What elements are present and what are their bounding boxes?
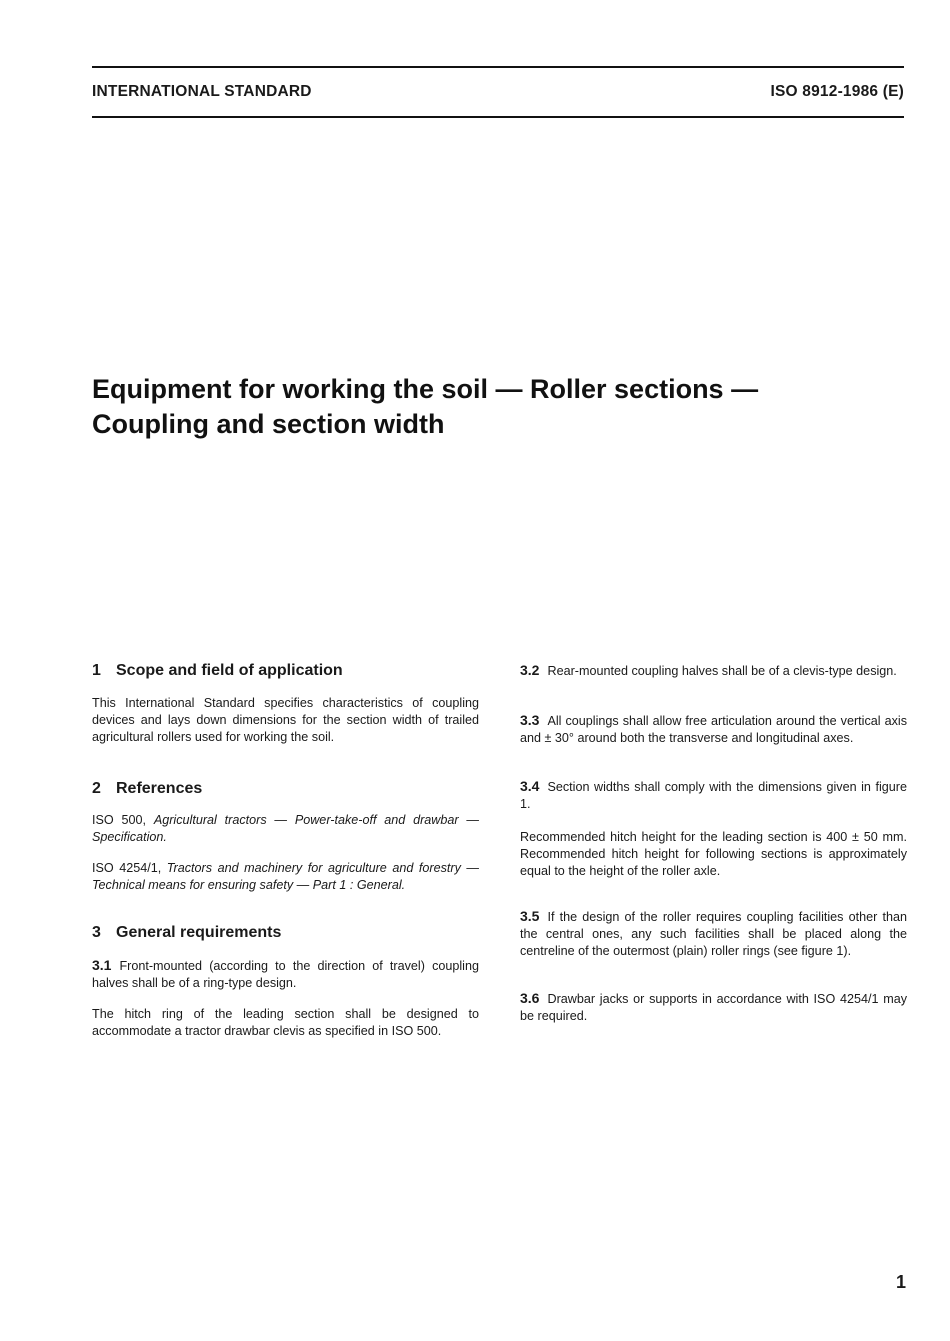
clause-3-3-number: 3.3 [520, 712, 540, 728]
right-column [520, 660, 907, 1025]
section-2-title: References [116, 780, 203, 797]
clause-3-4 [520, 778, 907, 813]
section-1-text: This International Standard specifies characteristics of coupling devices and lays down dimensions for the section width of trailed agricultural rollers used for working the soil. [92, 696, 479, 744]
clause-3-1-number: 3.1 [92, 957, 112, 973]
section-2-number: 2 [92, 780, 101, 797]
clause-3-5-number: 3.5 [520, 908, 540, 924]
document-type: INTERNATIONAL STANDARD [92, 83, 312, 100]
header-bottom-rule [92, 116, 904, 118]
clause-3-4-hitch-height: Recommended hitch height for the leading section is 400 ± 50 mm. Recommended hitch height for following sections is approximately equal to the height of the roller axle. [520, 830, 907, 878]
reference-iso-500-title: Agricultural tractors — Power-take-off and drawbar — Specification. [92, 813, 479, 844]
section-1-heading [92, 660, 479, 682]
clause-3-1-text: Front-mounted (according to the direction of travel) coupling halves shall be of a ring-type design. [92, 959, 479, 990]
document-number: ISO 8912-1986 (E) [770, 83, 904, 100]
reference-iso-500-number: ISO 500, [92, 813, 154, 827]
section-3-heading [92, 922, 479, 944]
reference-iso-4254-1-number: ISO 4254/1, [92, 861, 167, 875]
section-1-number: 1 [92, 662, 101, 679]
clause-3-3-text: All couplings shall allow free articulation around the vertical axis and ± 30° around both the transverse and longitudinal axes. [520, 714, 907, 745]
clause-3-6-number: 3.6 [520, 990, 540, 1006]
reference-iso-4254-1-title: Tractors and machinery for agriculture and forestry — Technical means for ensuring safety — Part 1 : General. [92, 861, 479, 892]
clause-3-5-text: If the design of the roller requires coupling facilities other than the central ones, any such facilities shall be placed along the centreline of the outermost (plain) roller rings (see figure 1). [520, 910, 907, 958]
clause-3-6-text: Drawbar jacks or supports in accordance with ISO 4254/1 may be required. [520, 992, 907, 1023]
reference-iso-4254-1 [92, 860, 479, 894]
clause-3-1-hitch-ring: The hitch ring of the leading section shall be designed to accommodate a tractor drawbar clevis as specified in ISO 500. [92, 1007, 479, 1038]
section-1-title: Scope and field of application [116, 662, 343, 679]
clause-3-2-text: Rear-mounted coupling halves shall be of a clevis-type design. [547, 664, 897, 678]
clause-3-2 [520, 662, 907, 680]
clause-3-3 [520, 712, 907, 747]
clause-3-1 [92, 957, 479, 992]
page-number: 1 [896, 1272, 907, 1292]
title-line-1: Equipment for working the soil — Roller sections — [92, 374, 759, 404]
header-top-rule [92, 66, 904, 68]
section-3-title: General requirements [116, 924, 282, 941]
clause-3-6 [520, 990, 907, 1025]
section-2-heading [92, 778, 479, 800]
title-line-2: Coupling and section width [92, 409, 445, 439]
clause-3-2-number: 3.2 [520, 662, 540, 678]
reference-iso-500 [92, 812, 479, 846]
page-title [92, 372, 892, 442]
left-column [92, 660, 479, 1040]
clause-3-5 [520, 908, 907, 960]
clause-3-4-text: Section widths shall comply with the dimensions given in figure 1. [520, 780, 907, 811]
section-3-number: 3 [92, 924, 101, 941]
clause-3-4-number: 3.4 [520, 778, 540, 794]
